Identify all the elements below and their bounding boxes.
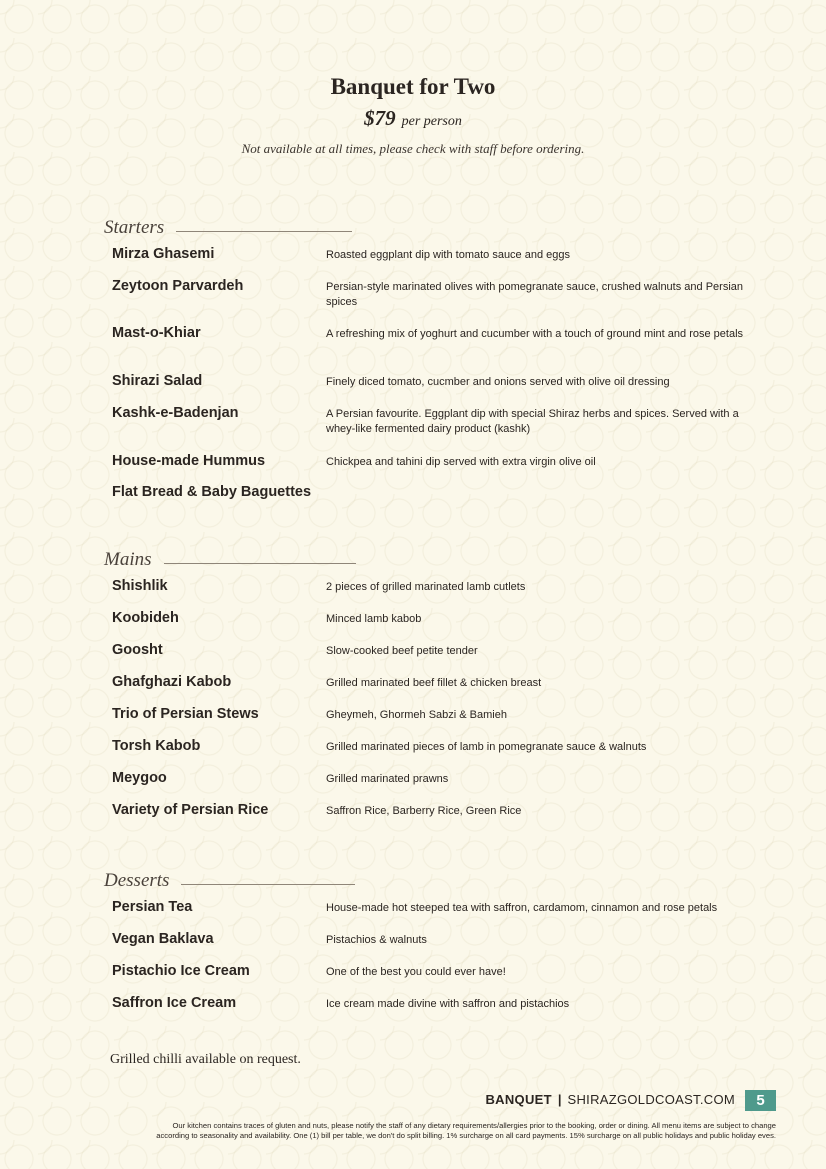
menu-item — [104, 963, 784, 995]
item-name: Saffron Ice Cream — [112, 995, 237, 1011]
item-description: Minced lamb kabob — [326, 613, 422, 625]
footer-separator: | — [557, 1091, 562, 1107]
item-name: Meygoo — [112, 770, 167, 786]
item-description: A Persian favourite. Eggplant dip with special Shiraz herbs and spices. Served with a whey-like fermented dairy product (kashk) — [326, 408, 739, 435]
item-name: Flat Bread & Baby Baguettes — [112, 484, 312, 500]
item-name: Vegan Baklava — [112, 931, 214, 947]
menu-item — [104, 770, 784, 802]
item-name: Kashk-e-Badenjan — [112, 405, 239, 421]
section-title: Mains — [104, 549, 152, 570]
menu-item — [104, 405, 784, 453]
item-description: Gheymeh, Ghormeh Sabzi & Bamieh — [326, 709, 507, 721]
website-link[interactable]: SHIRAZGOLDCOAST.COM — [567, 1091, 735, 1107]
menu-item — [104, 706, 784, 738]
item-name: Zeytoon Parvardeh — [112, 278, 244, 294]
item-name: Koobideh — [112, 610, 179, 626]
item-description: One of the best you could ever have! — [326, 966, 506, 978]
menu-header — [0, 74, 826, 157]
desserts-section — [104, 869, 784, 1027]
item-description: Ice cream made divine with saffron and pistachios — [326, 998, 570, 1010]
item-name: Mast-o-Khiar — [112, 325, 201, 341]
menu-item — [104, 674, 784, 706]
item-description: A refreshing mix of yoghurt and cucumber with a touch of ground mint and rose petals — [326, 328, 744, 340]
section-divider — [176, 231, 352, 232]
item-name: Shishlik — [112, 578, 168, 594]
menu-item — [104, 610, 784, 642]
item-name: Trio of Persian Stews — [112, 706, 259, 722]
item-name: Ghafghazi Kabob — [112, 674, 232, 690]
page-number-badge: 5 — [745, 1090, 776, 1111]
section-divider — [164, 563, 356, 564]
disclaimer-line: according to seasonality and availability. One (1) bill per table, we don't do split billing. 1% surcharge on all card payments. 15% surcharge on all public holidays and public holiday eves. — [156, 1131, 776, 1140]
item-description: Grilled marinated pieces of lamb in pomegranate sauce & walnuts — [326, 741, 647, 753]
item-name: House-made Hummus — [112, 453, 266, 469]
price: $79 — [364, 106, 396, 130]
menu-item — [104, 373, 784, 405]
item-name: Torsh Kabob — [112, 738, 201, 754]
item-description: Saffron Rice, Barberry Rice, Green Rice — [326, 805, 522, 817]
menu-item — [104, 578, 784, 610]
menu-item — [104, 453, 784, 484]
mains-list — [104, 578, 784, 834]
item-name: Mirza Ghasemi — [112, 246, 215, 262]
menu-item — [104, 995, 784, 1027]
section-heading — [104, 869, 784, 893]
item-description: Slow-cooked beef petite tender — [326, 645, 478, 657]
per-person-label: per person — [401, 114, 462, 129]
item-name: Persian Tea — [112, 899, 193, 915]
menu-item — [104, 738, 784, 770]
item-description: Chickpea and tahini dip served with extra virgin olive oil — [326, 456, 596, 468]
menu-item — [104, 899, 784, 931]
section-heading — [104, 216, 784, 240]
page-title: Banquet for Two — [330, 74, 496, 99]
menu-item — [104, 278, 784, 325]
disclaimer-line: Our kitchen contains traces of gluten and nuts, please notify the staff of any dietary requirements/allergies prior to the booking, order or dining. All menu items are subject to change — [172, 1121, 776, 1130]
item-description: House-made hot steeped tea with saffron, cardamom, cinnamon and rose petals — [326, 902, 718, 914]
mains-section — [104, 548, 784, 834]
menu-item — [104, 802, 784, 834]
chilli-note: Grilled chilli available on request. — [110, 1052, 301, 1067]
footer-bar — [0, 1090, 776, 1111]
starters-list — [104, 246, 784, 508]
item-description: Pistachios & walnuts — [326, 934, 427, 946]
footer-label: BANQUET — [485, 1091, 552, 1107]
item-description: Finely diced tomato, cucmber and onions served with olive oil dressing — [326, 376, 670, 388]
item-name: Pistachio Ice Cream — [112, 963, 250, 979]
menu-item — [104, 642, 784, 674]
item-description: Grilled marinated prawns — [326, 773, 449, 785]
item-description: Grilled marinated beef fillet & chicken breast — [326, 677, 542, 689]
item-name: Variety of Persian Rice — [112, 802, 269, 818]
menu-item — [104, 484, 784, 508]
section-heading — [104, 548, 784, 572]
item-name: Goosht — [112, 642, 163, 658]
price-line — [0, 106, 826, 131]
item-name: Shirazi Salad — [112, 373, 203, 389]
desserts-list — [104, 899, 784, 1027]
menu-item — [104, 325, 784, 373]
availability-note: Not available at all times, please check with staff before ordering. — [241, 141, 585, 156]
section-title: Desserts — [104, 870, 170, 891]
section-title: Starters — [104, 217, 165, 238]
item-description: Roasted eggplant dip with tomato sauce and eggs — [326, 249, 570, 261]
menu-item — [104, 931, 784, 963]
menu-item — [104, 246, 784, 278]
section-divider — [181, 884, 355, 885]
item-description: Persian-style marinated olives with pomegranate sauce, crushed walnuts and Persian spices — [326, 281, 743, 308]
item-description: 2 pieces of grilled marinated lamb cutlets — [326, 581, 526, 593]
starters-section — [104, 216, 784, 508]
footer-disclaimer — [50, 1121, 776, 1141]
